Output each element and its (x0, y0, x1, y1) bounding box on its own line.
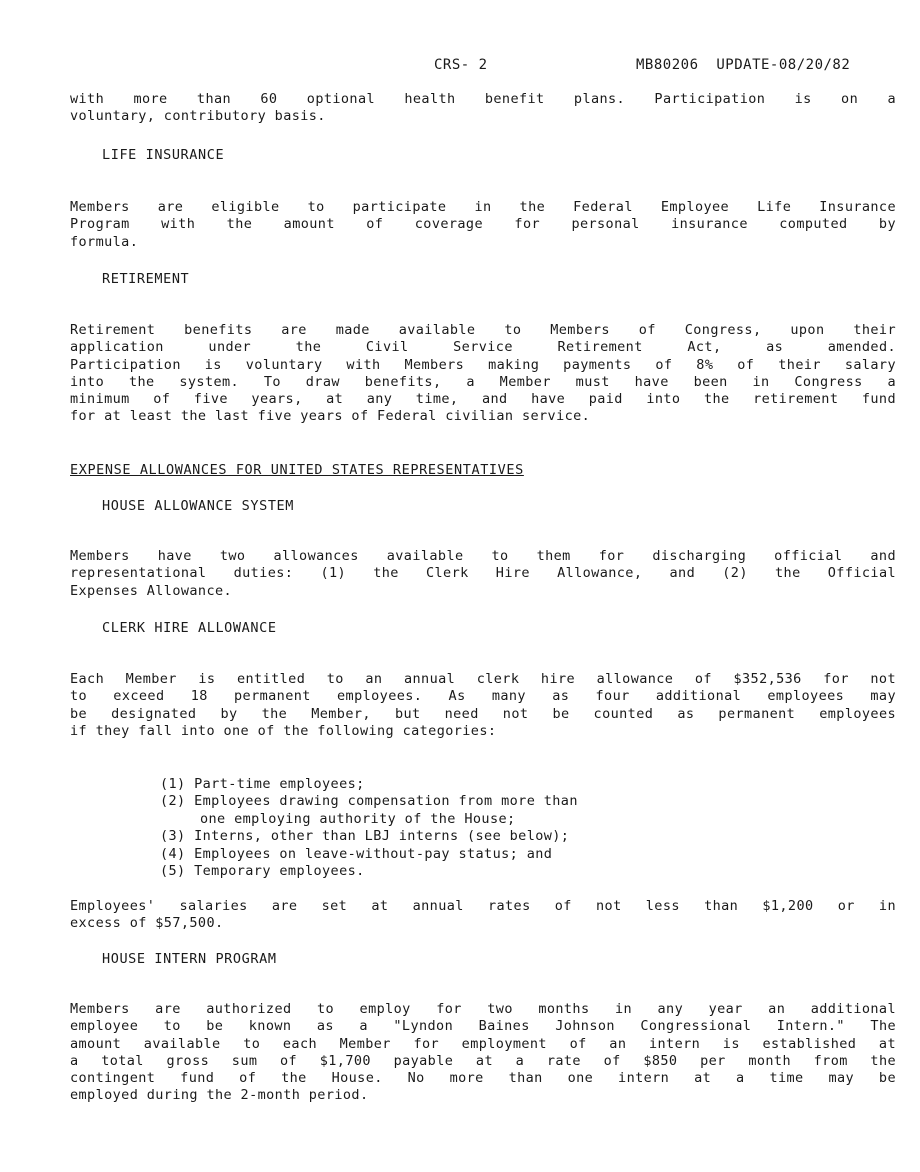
text-line: contingent fund of the House. No more than one intern at a time may be (70, 1070, 896, 1087)
text-line: Program with the amount of coverage for personal insurance computed by (70, 216, 896, 233)
text-line: employee to be known as a "Lyndon Baines Johnson Congressional Intern." The (70, 1018, 896, 1035)
text-line: Members are authorized to employ for two months in any year an additional (70, 1001, 896, 1017)
text-line: for at least the last five years of Federal civilian service. (70, 408, 591, 425)
paragraph-salaries (70, 898, 896, 933)
list-item: (3) Interns, other than LBJ interns (see below); (160, 828, 570, 845)
clerk-categories-list (160, 776, 578, 880)
list-item: (2) Employees drawing compensation from more than (160, 793, 578, 810)
text-line: application under the Civil Service Retirement Act, as amended. (70, 339, 896, 356)
heading-house-intern-program: HOUSE INTERN PROGRAM (102, 951, 277, 967)
heading-clerk-hire-allowance: CLERK HIRE ALLOWANCE (102, 620, 277, 636)
text-line: representational duties: (1) the Clerk Hire Allowance, and (2) the Official (70, 565, 896, 582)
text-line: amount available to each Member for employment of an intern is established at (70, 1035, 896, 1052)
text-line: a total gross sum of $1,700 payable at a rate of $850 per month from the (70, 1052, 896, 1069)
paragraph-retirement (70, 322, 896, 426)
text-line: employed during the 2-month period. (70, 1087, 369, 1104)
paragraph-house-allowance (70, 548, 896, 600)
text-line: Expenses Allowance. (70, 582, 233, 599)
text-line: minimum of five years, at any time, and have paid into the retirement fund (70, 391, 896, 408)
list-item: one employing authority of the House; (200, 810, 516, 827)
text-line: be designated by the Member, but need not be counted as permanent employees (70, 705, 896, 722)
text-line: voluntary, contributory basis. (70, 108, 326, 125)
text-line: into the system. To draw benefits, a Member must have been in Congress a (70, 373, 896, 390)
text-line: if they fall into one of the following categories: (70, 722, 497, 739)
paragraph-health-benefits (70, 91, 896, 126)
text-line: formula. (70, 233, 139, 250)
text-line: Members are eligible to participate in the Federal Employee Life Insurance (70, 199, 896, 215)
text-line: Retirement benefits are made available to Members of Congress, upon their (70, 322, 896, 338)
list-item: (1) Part-time employees; (160, 776, 365, 792)
text-line: excess of $57,500. (70, 915, 224, 932)
text-line: Members have two allowances available to them for discharging official and (70, 548, 896, 564)
paragraph-intern-program (70, 1001, 896, 1105)
text-line: Each Member is entitled to an annual clerk hire allowance of $352,536 for not (70, 671, 896, 687)
text-line: Employees' salaries are set at annual rates of not less than $1,200 or in (70, 898, 896, 914)
list-item: (5) Temporary employees. (160, 863, 365, 880)
list-item: (4) Employees on leave-without-pay status; and (160, 845, 553, 862)
page-number: CRS- 2 (434, 57, 488, 73)
heading-house-allowance-system: HOUSE ALLOWANCE SYSTEM (102, 498, 295, 514)
paragraph-life-insurance (70, 199, 896, 251)
text-line: with more than 60 optional health benefit plans. Participation is on a (70, 91, 896, 107)
text-line: to exceed 18 permanent employees. As many as four additional employees may (70, 688, 896, 705)
heading-retirement: RETIREMENT (102, 271, 190, 287)
document-id: MB80206 UPDATE-08/20/82 (636, 57, 851, 73)
paragraph-clerk-hire (70, 671, 896, 740)
heading-life-insurance: LIFE INSURANCE (102, 147, 225, 163)
text-line: Participation is voluntary with Members making payments of 8% of their salary (70, 356, 896, 373)
section-title-expense-allowances: EXPENSE ALLOWANCES FOR UNITED STATES REPRESENTATIVES (70, 462, 524, 478)
